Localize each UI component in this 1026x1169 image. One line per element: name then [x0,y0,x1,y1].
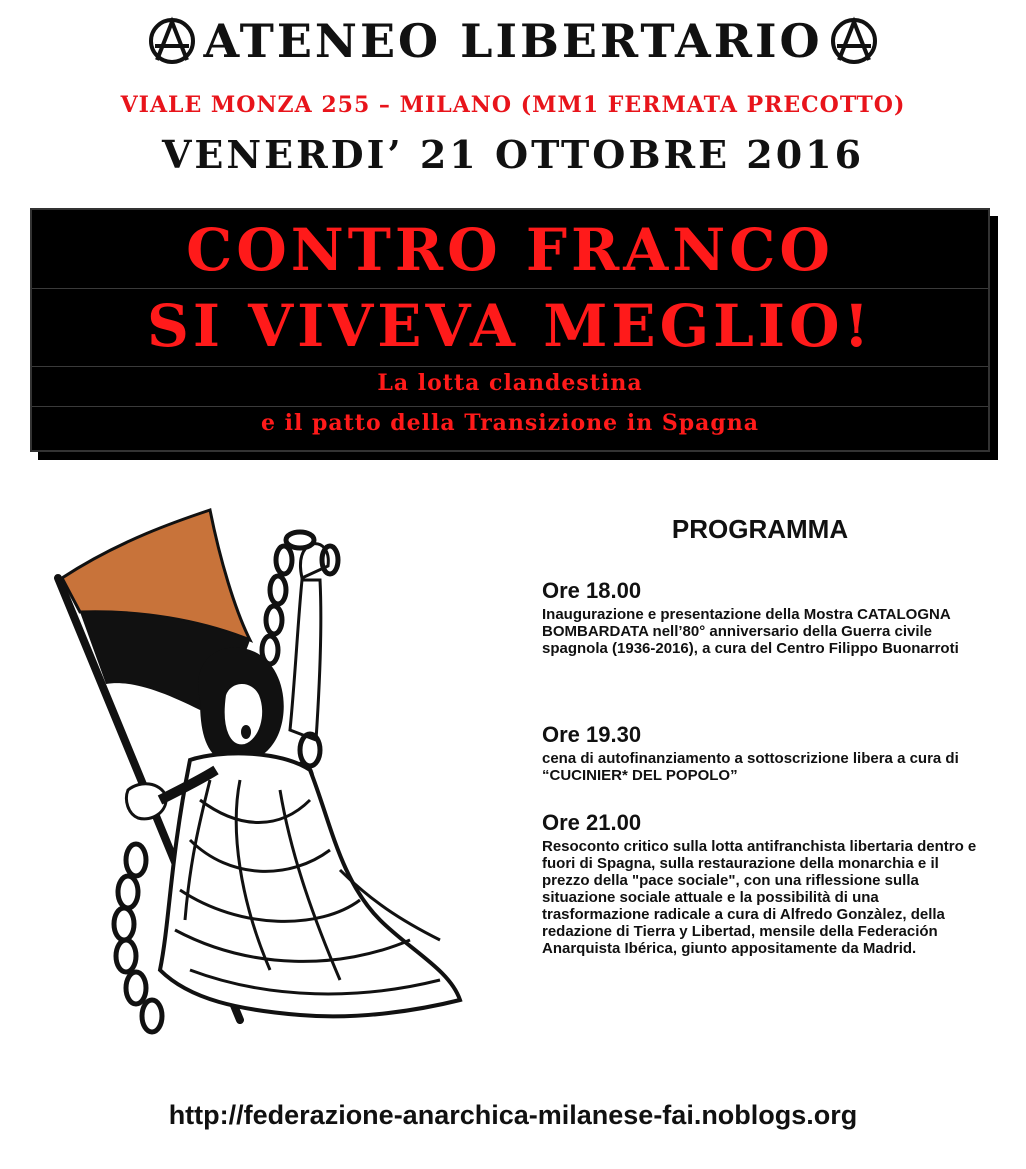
event-description: Resoconto critico sulla lotta antifranchista libertaria dentro e fuori di Spagna, sulla restaurazione della monarchia e il prezzo della "pace sociale", con una riflessione sulla situazione sociale attuale e la possibilità di una trasformazione radicale a cura di Alfredo Gonzàlez, della redazione di Tierra y Libertad, mensile della Federación Anarquista Ibérica, giunto appositamente da Madrid. [542,838,977,957]
program-event [542,722,982,784]
website-url: http://federazione-anarchica-milanese-fai.noblogs.org [168,1100,858,1130]
event-date: VENERDI’ 21 OTTOBRE 2016 [161,132,865,177]
program-title: PROGRAMMA [671,514,849,544]
poster-title [0,14,1026,68]
program-event [542,810,982,957]
venue-address: VIALE MONZA 255 – MILANO (MM1 FERMATA PRECOTTO) [120,92,906,118]
event-time: Ore 18.00 [542,578,642,603]
program-event [542,578,982,657]
headline-banner [30,208,990,452]
event-time: Ore 21.00 [542,810,642,835]
subtitle-line-2: e il patto della Transizione in Spagna [260,410,760,436]
subtitle-line-1: La lotta clandestina [377,370,643,396]
circle-a-anarchy-icon [829,16,879,66]
banner-rule [32,288,988,289]
woman-with-flag-illustration [40,500,500,1060]
event-description: cena di autofinanziamento a sottoscrizione libera a cura di “CUCINIER* DEL POPOLO” [542,750,959,784]
headline-line-1: CONTRO FRANCO [186,216,834,284]
event-description: Inaugurazione e presentazione della Mostra CATALOGNA BOMBARDATA nell’80° anniversario della Guerra civile spagnola (1936-2016), a cura del Centro Filippo Buonarroti [542,606,959,657]
headline-line-2: SI VIVEVA MEGLIO! [146,292,874,360]
event-time: Ore 19.30 [542,722,642,747]
banner-rule [32,366,988,367]
title-text: ATENEO LIBERTARIO [203,14,823,68]
banner-rule [32,406,988,407]
circle-a-anarchy-icon [147,16,197,66]
